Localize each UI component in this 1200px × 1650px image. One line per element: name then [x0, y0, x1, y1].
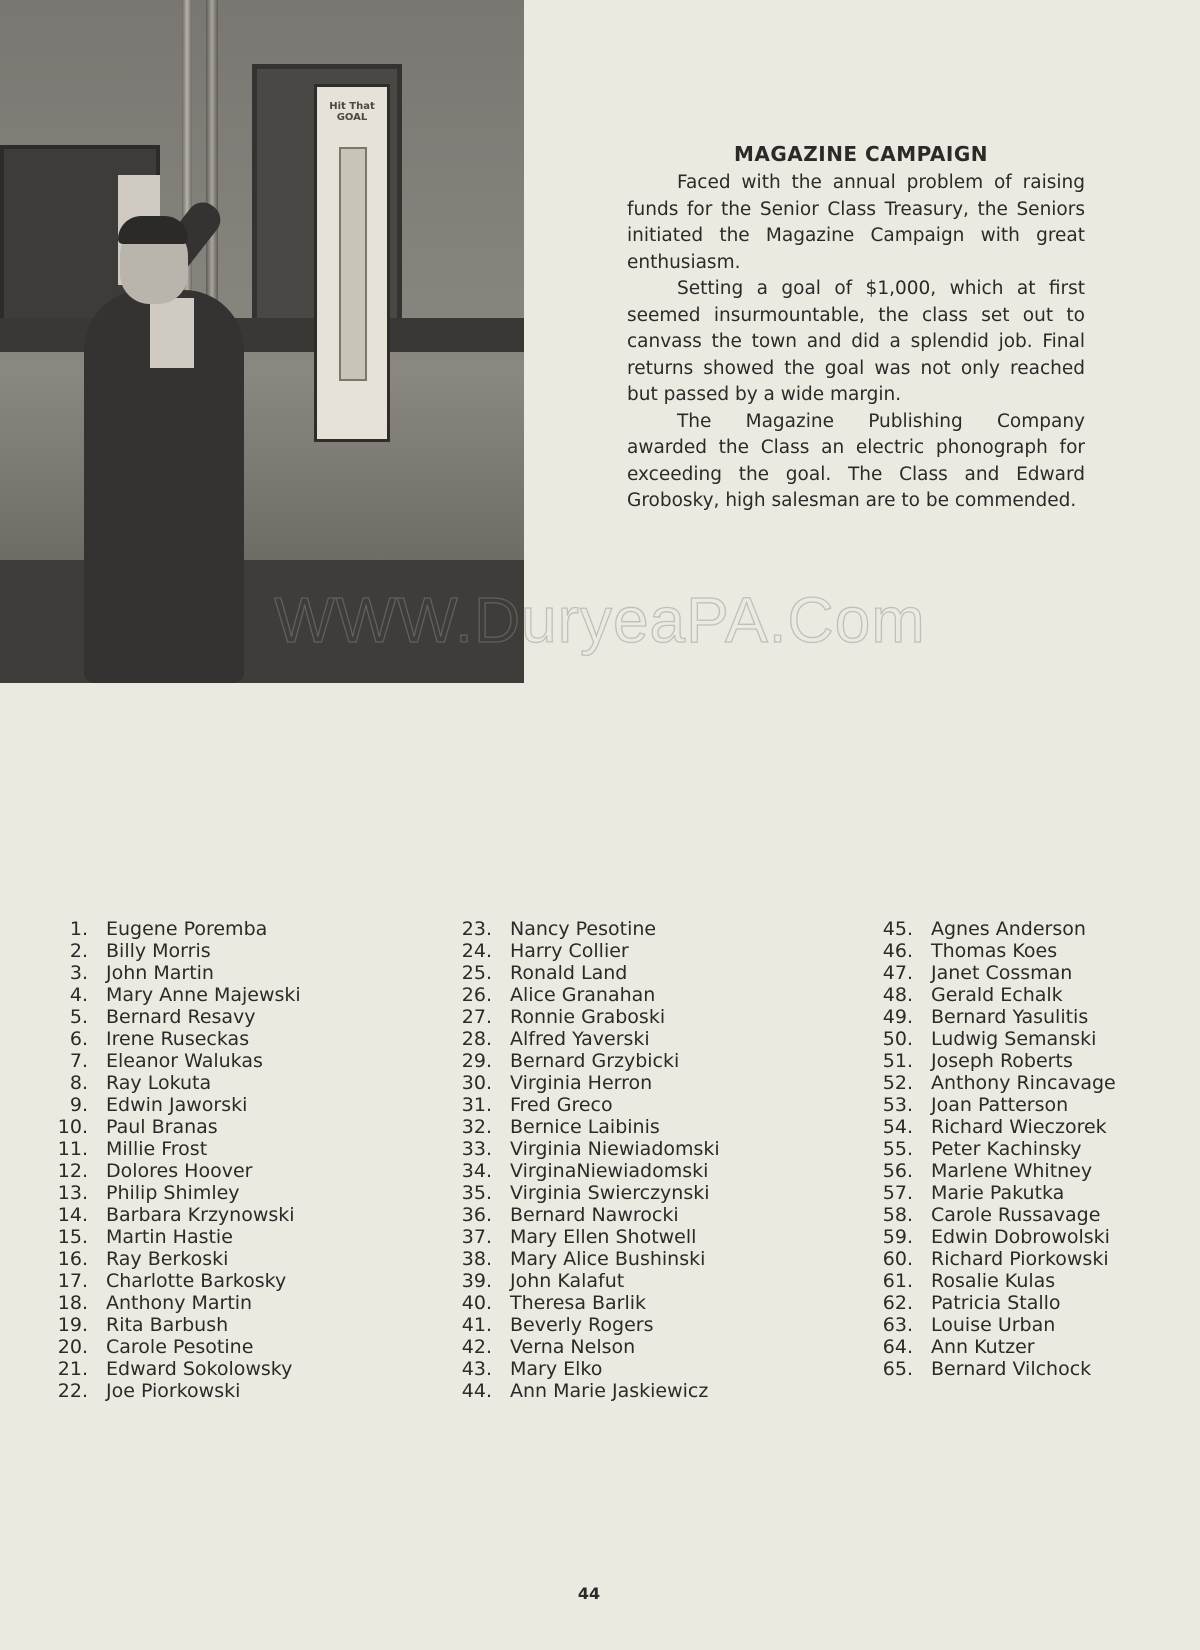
roster-name: Virginia Herron: [510, 1072, 653, 1094]
roster-name: Bernard Yasulitis: [931, 1006, 1089, 1028]
roster-entry: [52, 1358, 301, 1380]
roster-number: 10.: [57, 1116, 88, 1138]
roster-number: 23.: [461, 918, 492, 940]
roster-entry: [877, 1160, 1116, 1182]
page-number: 44: [577, 1584, 601, 1603]
roster-name: Eugene Poremba: [106, 918, 268, 940]
roster-name: Ray Berkoski: [106, 1248, 229, 1270]
roster-number: 3.: [69, 962, 88, 984]
roster-entry: [456, 1094, 720, 1116]
roster-number: 41.: [461, 1314, 492, 1336]
roster-entry: [456, 1248, 720, 1270]
roster-number: 55.: [882, 1138, 913, 1160]
roster-entry: [456, 1226, 720, 1248]
roster-entry: [877, 1270, 1116, 1292]
roster-name: Bernard Resavy: [106, 1006, 256, 1028]
roster-name: Barbara Krzynowski: [106, 1204, 295, 1226]
roster-number: 56.: [882, 1160, 913, 1182]
roster-name: Richard Wieczorek: [931, 1116, 1107, 1138]
roster-entry: [456, 984, 720, 1006]
roster-name: Alfred Yaverski: [510, 1028, 650, 1050]
roster-entry: [456, 1160, 720, 1182]
roster-name: Ronald Land: [510, 962, 628, 984]
roster-entry: [877, 918, 1116, 940]
article-paragraph: The Magazine Publishing Company awarded the Class an electric phonograph for exceeding the goal. The Class and Edward Grobosky, high salesman are to be commended.: [627, 410, 1085, 511]
roster-name: Peter Kachinsky: [931, 1138, 1082, 1160]
article-title: MAGAZINE CAMPAIGN: [733, 142, 989, 166]
roster-number: 2.: [69, 940, 88, 962]
roster-number: 38.: [461, 1248, 492, 1270]
roster-name: Philip Shimley: [106, 1182, 240, 1204]
roster-number: 42.: [461, 1336, 492, 1358]
roster-entry: [456, 918, 720, 940]
roster-name: Ludwig Semanski: [931, 1028, 1097, 1050]
roster-number: 60.: [882, 1248, 913, 1270]
roster-number: 1.: [69, 918, 88, 940]
roster-name: Ann Kutzer: [931, 1336, 1035, 1358]
roster-number: 25.: [461, 962, 492, 984]
roster-entry: [456, 962, 720, 984]
roster-entry: [52, 1138, 301, 1160]
roster-number: 48.: [882, 984, 913, 1006]
roster-name: Thomas Koes: [931, 940, 1058, 962]
roster-entry: [877, 1248, 1116, 1270]
roster-number: 58.: [882, 1204, 913, 1226]
roster-name: Edwin Jaworski: [106, 1094, 248, 1116]
roster-name: Eleanor Walukas: [106, 1050, 263, 1072]
roster-column-2: [456, 918, 720, 1402]
roster-name: Patricia Stallo: [931, 1292, 1061, 1314]
roster-name: Anthony Rincavage: [931, 1072, 1116, 1094]
roster-number: 47.: [882, 962, 913, 984]
roster-entry: [52, 1270, 301, 1292]
roster-entry: [52, 984, 301, 1006]
roster-number: 33.: [461, 1138, 492, 1160]
roster-name: Bernard Vilchock: [931, 1358, 1092, 1380]
thermometer-graphic: [339, 147, 367, 381]
roster-name: Richard Piorkowski: [931, 1248, 1109, 1270]
roster-number: 32.: [461, 1116, 492, 1138]
roster-name: Fred Greco: [510, 1094, 613, 1116]
roster-name: Bernard Grzybicki: [510, 1050, 680, 1072]
roster-entry: [877, 1204, 1116, 1226]
roster-entry: [52, 1072, 301, 1094]
roster-entry: [877, 1314, 1116, 1336]
roster-entry: [877, 1028, 1116, 1050]
roster-name: Dolores Hoover: [106, 1160, 253, 1182]
roster-name: Rosalie Kulas: [931, 1270, 1056, 1292]
roster-number: 4.: [69, 984, 88, 1006]
roster-number: 5.: [69, 1006, 88, 1028]
roster-entry: [877, 1138, 1116, 1160]
roster-entry: [52, 1182, 301, 1204]
roster-entry: [456, 1358, 720, 1380]
roster-number: 34.: [461, 1160, 492, 1182]
roster-entry: [52, 1204, 301, 1226]
roster-name: Virginia Niewiadomski: [510, 1138, 720, 1160]
roster-number: 43.: [461, 1358, 492, 1380]
roster-name: Ray Lokuta: [106, 1072, 212, 1094]
roster-name: VirginaNiewiadomski: [510, 1160, 709, 1182]
roster-name: Verna Nelson: [510, 1336, 636, 1358]
roster-entry: [877, 1006, 1116, 1028]
roster-entry: [456, 1006, 720, 1028]
roster-name: Martin Hastie: [106, 1226, 233, 1248]
roster-entry: [877, 1292, 1116, 1314]
roster-name: Virginia Swierczynski: [510, 1182, 710, 1204]
roster-number: 51.: [882, 1050, 913, 1072]
roster-entry: [456, 1380, 720, 1402]
shirt: [150, 298, 194, 368]
article-paragraph: Faced with the annual problem of raising funds for the Senior Class Treasury, the Seniors initiated the Magazine Campaign with great enthusiasm.: [627, 172, 1085, 273]
roster-name: Gerald Echalk: [931, 984, 1063, 1006]
roster-entry: [456, 1072, 720, 1094]
roster-number: 52.: [882, 1072, 913, 1094]
roster-number: 14.: [57, 1204, 88, 1226]
roster-number: 45.: [882, 918, 913, 940]
roster-entry: [456, 1314, 720, 1336]
roster-name: Ronnie Graboski: [510, 1006, 666, 1028]
student-hair: [118, 216, 188, 244]
roster-name: Paul Branas: [106, 1116, 218, 1138]
roster-number: 28.: [461, 1028, 492, 1050]
roster-number: 64.: [882, 1336, 913, 1358]
roster-entry: [877, 1050, 1116, 1072]
roster-number: 18.: [57, 1292, 88, 1314]
roster-number: 24.: [461, 940, 492, 962]
article: [627, 142, 1085, 515]
roster-number: 61.: [882, 1270, 913, 1292]
roster-number: 63.: [882, 1314, 913, 1336]
roster-name: Edward Sokolowsky: [106, 1358, 293, 1380]
roster-number: 13.: [57, 1182, 88, 1204]
roster-number: 29.: [461, 1050, 492, 1072]
roster-name: Carole Pesotine: [106, 1336, 254, 1358]
roster-entry: [52, 1248, 301, 1270]
roster-name: Harry Collier: [510, 940, 629, 962]
roster-entry: [456, 1336, 720, 1358]
roster-entry: [52, 1006, 301, 1028]
roster-name: John Kalafut: [510, 1270, 625, 1292]
roster-entry: [52, 1050, 301, 1072]
goal-thermometer-poster: [314, 84, 390, 442]
roster-entry: [52, 940, 301, 962]
roster-number: 12.: [57, 1160, 88, 1182]
roster-number: 57.: [882, 1182, 913, 1204]
roster-name: Marie Pakutka: [931, 1182, 1065, 1204]
roster-number: 46.: [882, 940, 913, 962]
roster-name: Billy Morris: [106, 940, 211, 962]
roster-entry: [456, 1204, 720, 1226]
roster-entry: [52, 918, 301, 940]
roster-name: Theresa Barlik: [510, 1292, 647, 1314]
roster-entry: [877, 1226, 1116, 1248]
wall-trim: [0, 318, 524, 352]
roster-entry: [877, 984, 1116, 1006]
roster-name: Janet Cossman: [931, 962, 1073, 984]
roster-number: 49.: [882, 1006, 913, 1028]
roster-number: 31.: [461, 1094, 492, 1116]
roster-name: Rita Barbush: [106, 1314, 229, 1336]
roster-number: 62.: [882, 1292, 913, 1314]
roster-number: 39.: [461, 1270, 492, 1292]
roster-number: 22.: [57, 1380, 88, 1402]
roster-name: Joe Piorkowski: [106, 1380, 241, 1402]
roster-number: 27.: [461, 1006, 492, 1028]
roster-name: Alice Granahan: [510, 984, 656, 1006]
roster-number: 15.: [57, 1226, 88, 1248]
roster-entry: [877, 1094, 1116, 1116]
roster-entry: [456, 1182, 720, 1204]
roster-number: 9.: [69, 1094, 88, 1116]
roster-number: 6.: [69, 1028, 88, 1050]
roster-entry: [52, 1160, 301, 1182]
roster-entry: [52, 1314, 301, 1336]
roster-name: John Martin: [106, 962, 214, 984]
roster-entry: [456, 1028, 720, 1050]
roster-name: Marlene Whitney: [931, 1160, 1093, 1182]
roster-name: Beverly Rogers: [510, 1314, 654, 1336]
roster-entry: [877, 1116, 1116, 1138]
roster-name: Anthony Martin: [106, 1292, 253, 1314]
roster-number: 44.: [461, 1380, 492, 1402]
roster-number: 19.: [57, 1314, 88, 1336]
roster-name: Mary Alice Bushinski: [510, 1248, 706, 1270]
roster-entry: [456, 1050, 720, 1072]
roster-name: Joseph Roberts: [931, 1050, 1073, 1072]
roster-entry: [52, 1336, 301, 1358]
roster-number: 54.: [882, 1116, 913, 1138]
roster-entry: [456, 1116, 720, 1138]
roster-entry: [456, 1138, 720, 1160]
roster-number: 16.: [57, 1248, 88, 1270]
roster-entry: [877, 940, 1116, 962]
roster-name: Bernard Nawrocki: [510, 1204, 679, 1226]
roster-entry: [877, 962, 1116, 984]
roster-number: 17.: [57, 1270, 88, 1292]
roster-entry: [52, 1116, 301, 1138]
roster-number: 65.: [882, 1358, 913, 1380]
roster-number: 26.: [461, 984, 492, 1006]
roster-number: 7.: [69, 1050, 88, 1072]
watermark: WWW.DuryeaPA.Com: [274, 584, 926, 656]
roster-number: 59.: [882, 1226, 913, 1248]
article-paragraph: Setting a goal of $1,000, which at first seemed insurmountable, the class set out to canvass the town and did a splendid job. Final returns showed the goal was not only reached but passed by a wide margin.: [627, 278, 1085, 405]
roster-name: Mary Elko: [510, 1358, 603, 1380]
roster-name: Bernice Laibinis: [510, 1116, 660, 1138]
roster-name: Millie Frost: [106, 1138, 208, 1160]
roster-name: Mary Ellen Shotwell: [510, 1226, 697, 1248]
campaign-photo: [0, 0, 524, 683]
roster-entry: [877, 1182, 1116, 1204]
roster-number: 21.: [57, 1358, 88, 1380]
roster-number: 8.: [69, 1072, 88, 1094]
roster-name: Joan Patterson: [931, 1094, 1069, 1116]
roster-entry: [52, 1028, 301, 1050]
roster-number: 35.: [461, 1182, 492, 1204]
roster-number: 30.: [461, 1072, 492, 1094]
roster-entry: [877, 1072, 1116, 1094]
roster-name: Mary Anne Majewski: [106, 984, 301, 1006]
roster-number: 20.: [57, 1336, 88, 1358]
roster-name: Edwin Dobrowolski: [931, 1226, 1110, 1248]
roster-column-3: [877, 918, 1116, 1380]
roster-entry: [877, 1336, 1116, 1358]
roster-number: 37.: [461, 1226, 492, 1248]
roster-entry: [52, 1380, 301, 1402]
roster-name: Louise Urban: [931, 1314, 1056, 1336]
roster-name: Carole Russavage: [931, 1204, 1101, 1226]
roster-entry: [52, 1292, 301, 1314]
roster-name: Charlotte Barkosky: [106, 1270, 287, 1292]
roster-name: Ann Marie Jaskiewicz: [510, 1380, 709, 1402]
roster-name: Agnes Anderson: [931, 918, 1086, 940]
roster-name: Nancy Pesotine: [510, 918, 657, 940]
roster-number: 50.: [882, 1028, 913, 1050]
roster-entry: [52, 1094, 301, 1116]
roster-entry: [456, 1292, 720, 1314]
roster-column-1: [52, 918, 301, 1402]
roster-entry: [456, 1270, 720, 1292]
roster-number: 11.: [57, 1138, 88, 1160]
roster-entry: [456, 940, 720, 962]
roster-number: 36.: [461, 1204, 492, 1226]
poster-title: Hit That GOAL: [329, 101, 375, 123]
roster-entry: [52, 1226, 301, 1248]
roster-number: 53.: [882, 1094, 913, 1116]
roster-name: Irene Ruseckas: [106, 1028, 250, 1050]
roster-entry: [52, 962, 301, 984]
roster-number: 40.: [461, 1292, 492, 1314]
roster-entry: [877, 1358, 1116, 1380]
